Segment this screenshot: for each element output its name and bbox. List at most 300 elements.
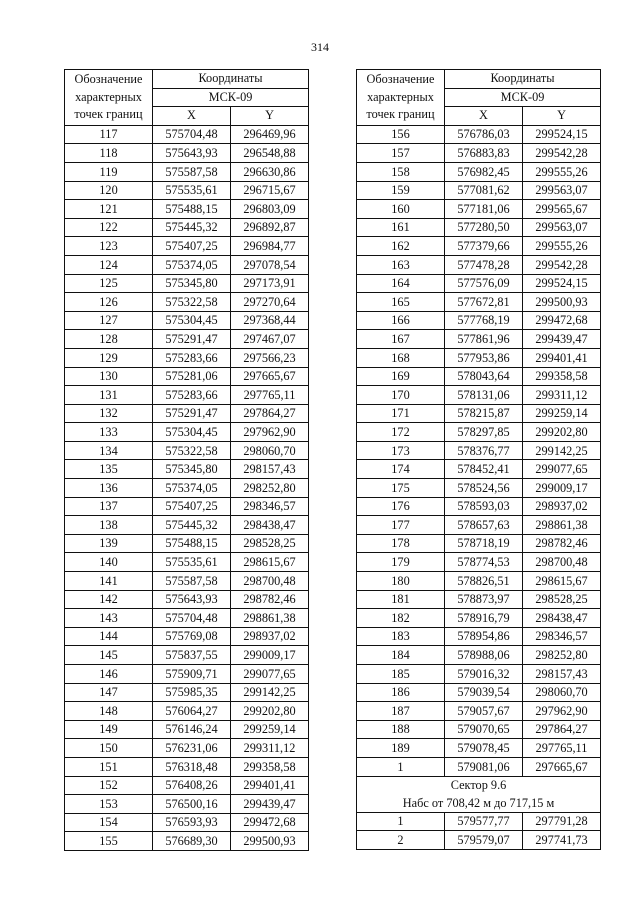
point-number-cell: 176 [357,497,445,516]
point-number-cell: 130 [65,367,153,386]
table-row [357,367,601,386]
x-coordinate-cell: 576318,48 [153,757,231,776]
table-row [65,683,309,702]
table-row [357,553,601,572]
x-coordinate-cell: 575769,08 [153,627,231,646]
x-coordinate-cell: 579039,54 [445,683,523,702]
x-coordinate-cell: 577081,62 [445,181,523,200]
y-coordinate-cell: 299500,93 [231,832,309,851]
y-coordinate-cell: 298782,46 [231,590,309,609]
header-coord-system: МСК-09 [153,88,309,107]
point-number-cell: 2 [357,831,445,850]
table-row [65,553,309,572]
x-coordinate-cell: 577280,50 [445,218,523,237]
table-row [65,609,309,628]
table-row [357,144,601,163]
y-coordinate-cell: 296892,87 [231,218,309,237]
x-coordinate-cell: 576982,45 [445,162,523,181]
sector-title: Сектор 9.6 [357,776,601,794]
y-coordinate-cell: 298060,70 [231,441,309,460]
x-coordinate-cell: 575345,80 [153,274,231,293]
table-row [357,162,601,181]
x-coordinate-cell: 579579,07 [445,831,523,850]
point-number-cell: 187 [357,702,445,721]
point-number-cell: 1 [357,812,445,831]
point-number-cell: 148 [65,702,153,721]
y-coordinate-cell: 297368,44 [231,311,309,330]
table-row [357,274,601,293]
table-row [65,367,309,386]
y-coordinate-cell: 299542,28 [523,255,601,274]
table-row [357,572,601,591]
y-coordinate-cell: 297962,90 [231,423,309,442]
y-coordinate-cell: 299555,26 [523,237,601,256]
table-row [65,162,309,181]
table-row [357,200,601,219]
header-x: X [153,107,231,126]
x-coordinate-cell: 575291,47 [153,404,231,423]
x-coordinate-cell: 576786,03 [445,125,523,144]
header-coords-title: Координаты [153,70,309,89]
x-coordinate-cell: 575587,58 [153,162,231,181]
y-coordinate-cell: 297765,11 [523,739,601,758]
point-number-cell: 136 [65,479,153,498]
page-number: 314 [311,40,329,54]
header-coord-system: МСК-09 [445,88,601,107]
x-coordinate-cell: 578954,86 [445,627,523,646]
x-coordinate-cell: 578297,85 [445,423,523,442]
x-coordinate-cell: 575535,61 [153,553,231,572]
point-number-cell: 162 [357,237,445,256]
point-number-cell: 124 [65,255,153,274]
x-coordinate-cell: 575374,05 [153,255,231,274]
x-coordinate-cell: 579057,67 [445,702,523,721]
y-coordinate-cell: 298060,70 [523,683,601,702]
table-row [65,125,309,144]
y-coordinate-cell: 299524,15 [523,274,601,293]
table-row [357,646,601,665]
point-number-cell: 142 [65,590,153,609]
table-row [357,181,601,200]
y-coordinate-cell: 299259,14 [231,720,309,739]
point-number-cell: 184 [357,646,445,665]
table-row [357,460,601,479]
sector-height-range: Набс от 708,42 м до 717,15 м [357,794,601,812]
x-coordinate-cell: 575587,58 [153,572,231,591]
table-row [357,831,601,850]
point-number-cell: 134 [65,441,153,460]
x-coordinate-cell: 579078,45 [445,739,523,758]
point-number-cell: 175 [357,479,445,498]
x-coordinate-cell: 575704,48 [153,609,231,628]
y-coordinate-cell: 297566,23 [231,348,309,367]
x-coordinate-cell: 575304,45 [153,423,231,442]
y-coordinate-cell: 297791,28 [523,812,601,831]
table-row [65,348,309,367]
x-coordinate-cell: 578043,64 [445,367,523,386]
table-row [65,255,309,274]
point-number-cell: 117 [65,125,153,144]
x-coordinate-cell: 575407,25 [153,237,231,256]
point-number-cell: 181 [357,590,445,609]
y-coordinate-cell: 299472,68 [231,813,309,832]
y-coordinate-cell: 299401,41 [231,776,309,795]
point-number-cell: 133 [65,423,153,442]
point-number-cell: 179 [357,553,445,572]
x-coordinate-cell: 577953,86 [445,348,523,367]
table-row [357,665,601,684]
y-coordinate-cell: 298700,48 [231,572,309,591]
table-row [65,795,309,814]
table-row [65,646,309,665]
table-row [357,218,601,237]
x-coordinate-cell: 579070,65 [445,720,523,739]
y-coordinate-cell: 299500,93 [523,293,601,312]
y-coordinate-cell: 299142,25 [523,441,601,460]
point-number-cell: 139 [65,534,153,553]
x-coordinate-cell: 577379,66 [445,237,523,256]
point-number-cell: 173 [357,441,445,460]
point-number-cell: 166 [357,311,445,330]
y-coordinate-cell: 298861,38 [231,609,309,628]
point-number-cell: 158 [357,162,445,181]
y-coordinate-cell: 297741,73 [523,831,601,850]
table-row [357,330,601,349]
y-coordinate-cell: 297270,64 [231,293,309,312]
x-coordinate-cell: 575291,47 [153,330,231,349]
y-coordinate-cell: 299009,17 [231,646,309,665]
x-coordinate-cell: 578524,56 [445,479,523,498]
y-coordinate-cell: 299439,47 [523,330,601,349]
x-coordinate-cell: 577768,19 [445,311,523,330]
table-row [357,311,601,330]
y-coordinate-cell: 299563,07 [523,218,601,237]
y-coordinate-cell: 299077,65 [231,665,309,684]
x-coordinate-cell: 575909,71 [153,665,231,684]
point-number-cell: 149 [65,720,153,739]
point-number-cell: 122 [65,218,153,237]
table-row [65,218,309,237]
point-number-cell: 151 [65,757,153,776]
x-coordinate-cell: 575345,80 [153,460,231,479]
point-number-cell: 144 [65,627,153,646]
y-coordinate-cell: 299555,26 [523,162,601,181]
x-coordinate-cell: 579577,77 [445,812,523,831]
table-row [65,720,309,739]
table-row [65,665,309,684]
y-coordinate-cell: 296548,88 [231,144,309,163]
x-coordinate-cell: 576231,06 [153,739,231,758]
x-coordinate-cell: 578452,41 [445,460,523,479]
y-coordinate-cell: 296803,09 [231,200,309,219]
point-number-cell: 164 [357,274,445,293]
table-row [65,441,309,460]
y-coordinate-cell: 298700,48 [523,553,601,572]
x-coordinate-cell: 575535,61 [153,181,231,200]
header-y: Y [523,107,601,126]
y-coordinate-cell: 297864,27 [523,720,601,739]
point-number-cell: 123 [65,237,153,256]
point-number-cell: 121 [65,200,153,219]
coordinates-table-left [64,69,309,851]
x-coordinate-cell: 575322,58 [153,441,231,460]
x-coordinate-cell: 575407,25 [153,497,231,516]
sector-title-row [357,776,601,794]
table-row [357,720,601,739]
header-point-label: Обозначение характерных точек границ [65,70,153,126]
right-table-body [357,125,601,849]
y-coordinate-cell: 298937,02 [523,497,601,516]
table-row [65,200,309,219]
table-row [357,348,601,367]
x-coordinate-cell: 578657,63 [445,516,523,535]
y-coordinate-cell: 299311,12 [523,386,601,405]
y-coordinate-cell: 297962,90 [523,702,601,721]
point-number-cell: 172 [357,423,445,442]
point-number-cell: 143 [65,609,153,628]
y-coordinate-cell: 296630,86 [231,162,309,181]
left-table-body [65,125,309,850]
x-coordinate-cell: 578774,53 [445,553,523,572]
point-number-cell: 160 [357,200,445,219]
point-number-cell: 125 [65,274,153,293]
point-number-cell: 140 [65,553,153,572]
y-coordinate-cell: 298615,67 [231,553,309,572]
x-coordinate-cell: 575488,15 [153,200,231,219]
point-number-cell: 168 [357,348,445,367]
point-number-cell: 177 [357,516,445,535]
x-coordinate-cell: 575445,32 [153,218,231,237]
point-number-cell: 145 [65,646,153,665]
x-coordinate-cell: 578593,03 [445,497,523,516]
coordinates-table-right [356,69,601,850]
y-coordinate-cell: 296984,77 [231,237,309,256]
x-coordinate-cell: 577181,06 [445,200,523,219]
x-coordinate-cell: 575985,35 [153,683,231,702]
table-row [357,683,601,702]
point-number-cell: 167 [357,330,445,349]
point-number-cell: 186 [357,683,445,702]
table-row [357,125,601,144]
point-number-cell: 180 [357,572,445,591]
x-coordinate-cell: 576500,16 [153,795,231,814]
y-coordinate-cell: 298252,80 [231,479,309,498]
y-coordinate-cell: 296469,96 [231,125,309,144]
table-row [65,330,309,349]
table-row [65,237,309,256]
header-x: X [445,107,523,126]
x-coordinate-cell: 578131,06 [445,386,523,405]
table-row [357,404,601,423]
x-coordinate-cell: 575837,55 [153,646,231,665]
y-coordinate-cell: 297173,91 [231,274,309,293]
x-coordinate-cell: 576146,24 [153,720,231,739]
point-number-cell: 146 [65,665,153,684]
point-number-cell: 154 [65,813,153,832]
point-number-cell: 119 [65,162,153,181]
table-row [357,590,601,609]
x-coordinate-cell: 575374,05 [153,479,231,498]
table-row [357,479,601,498]
y-coordinate-cell: 299358,58 [523,367,601,386]
y-coordinate-cell: 298861,38 [523,516,601,535]
table-row [65,627,309,646]
y-coordinate-cell: 299009,17 [523,479,601,498]
table-row [357,739,601,758]
y-coordinate-cell: 298937,02 [231,627,309,646]
point-number-cell: 127 [65,311,153,330]
table-row [65,702,309,721]
table-row [65,813,309,832]
point-number-cell: 153 [65,795,153,814]
point-number-cell: 118 [65,144,153,163]
table-row [65,181,309,200]
x-coordinate-cell: 578215,87 [445,404,523,423]
table-row [357,423,601,442]
x-coordinate-cell: 576593,93 [153,813,231,832]
point-number-cell: 174 [357,460,445,479]
table-row [357,534,601,553]
x-coordinate-cell: 575283,66 [153,386,231,405]
table-row [357,812,601,831]
table-row [65,590,309,609]
sector-height-range-row [357,794,601,812]
point-number-cell: 170 [357,386,445,405]
table-row [65,404,309,423]
x-coordinate-cell: 578988,06 [445,646,523,665]
point-number-cell: 165 [357,293,445,312]
x-coordinate-cell: 575322,58 [153,293,231,312]
table-row [65,479,309,498]
point-number-cell: 178 [357,534,445,553]
table-row [65,776,309,795]
point-number-cell: 126 [65,293,153,312]
point-number-cell: 163 [357,255,445,274]
point-number-cell: 120 [65,181,153,200]
point-number-cell: 182 [357,609,445,628]
x-coordinate-cell: 578376,77 [445,441,523,460]
x-coordinate-cell: 576883,83 [445,144,523,163]
x-coordinate-cell: 575488,15 [153,534,231,553]
point-number-cell: 138 [65,516,153,535]
table-row [65,572,309,591]
point-number-cell: 159 [357,181,445,200]
y-coordinate-cell: 299401,41 [523,348,601,367]
y-coordinate-cell: 298438,47 [231,516,309,535]
y-coordinate-cell: 299259,14 [523,404,601,423]
y-coordinate-cell: 299358,58 [231,757,309,776]
point-number-cell: 171 [357,404,445,423]
table-row [357,237,601,256]
point-number-cell: 161 [357,218,445,237]
x-coordinate-cell: 578873,97 [445,590,523,609]
y-coordinate-cell: 297864,27 [231,404,309,423]
table-row [357,441,601,460]
point-number-cell: 129 [65,348,153,367]
x-coordinate-cell: 575304,45 [153,311,231,330]
table-row [65,423,309,442]
point-number-cell: 185 [357,665,445,684]
point-number-cell: 189 [357,739,445,758]
table-row [65,534,309,553]
table-row [65,144,309,163]
table-row [357,757,601,776]
x-coordinate-cell: 579081,06 [445,757,523,776]
table-row [65,293,309,312]
point-number-cell: 131 [65,386,153,405]
y-coordinate-cell: 297665,67 [231,367,309,386]
y-coordinate-cell: 299202,80 [231,702,309,721]
point-number-cell: 1 [357,757,445,776]
table-row [357,497,601,516]
point-number-cell: 137 [65,497,153,516]
point-number-cell: 147 [65,683,153,702]
x-coordinate-cell: 575643,93 [153,144,231,163]
x-coordinate-cell: 578826,51 [445,572,523,591]
point-number-cell: 150 [65,739,153,758]
point-number-cell: 135 [65,460,153,479]
y-coordinate-cell: 299524,15 [523,125,601,144]
y-coordinate-cell: 298782,46 [523,534,601,553]
y-coordinate-cell: 299472,68 [523,311,601,330]
point-number-cell: 183 [357,627,445,646]
y-coordinate-cell: 296715,67 [231,181,309,200]
y-coordinate-cell: 299565,67 [523,200,601,219]
x-coordinate-cell: 577672,81 [445,293,523,312]
x-coordinate-cell: 577576,09 [445,274,523,293]
y-coordinate-cell: 297078,54 [231,255,309,274]
x-coordinate-cell: 575704,48 [153,125,231,144]
x-coordinate-cell: 577861,96 [445,330,523,349]
y-coordinate-cell: 298157,43 [523,665,601,684]
point-number-cell: 157 [357,144,445,163]
point-number-cell: 188 [357,720,445,739]
y-coordinate-cell: 298528,25 [523,590,601,609]
table-row [357,702,601,721]
y-coordinate-cell: 299202,80 [523,423,601,442]
table-row [65,311,309,330]
y-coordinate-cell: 298438,47 [523,609,601,628]
x-coordinate-cell: 579016,32 [445,665,523,684]
table-row [65,460,309,479]
y-coordinate-cell: 299311,12 [231,739,309,758]
x-coordinate-cell: 575643,93 [153,590,231,609]
table-row [357,386,601,405]
point-number-cell: 155 [65,832,153,851]
table-row [357,293,601,312]
y-coordinate-cell: 298157,43 [231,460,309,479]
y-coordinate-cell: 298528,25 [231,534,309,553]
point-number-cell: 128 [65,330,153,349]
header-point-label: Обозначение характерных точек границ [357,70,445,126]
y-coordinate-cell: 299563,07 [523,181,601,200]
point-number-cell: 156 [357,125,445,144]
point-number-cell: 132 [65,404,153,423]
y-coordinate-cell: 299077,65 [523,460,601,479]
point-number-cell: 141 [65,572,153,591]
point-number-cell: 169 [357,367,445,386]
header-coords-title: Координаты [445,70,601,89]
x-coordinate-cell: 576689,30 [153,832,231,851]
x-coordinate-cell: 577478,28 [445,255,523,274]
x-coordinate-cell: 575283,66 [153,348,231,367]
y-coordinate-cell: 298346,57 [231,497,309,516]
y-coordinate-cell: 298252,80 [523,646,601,665]
y-coordinate-cell: 297467,07 [231,330,309,349]
y-coordinate-cell: 299542,28 [523,144,601,163]
y-coordinate-cell: 297765,11 [231,386,309,405]
y-coordinate-cell: 299142,25 [231,683,309,702]
